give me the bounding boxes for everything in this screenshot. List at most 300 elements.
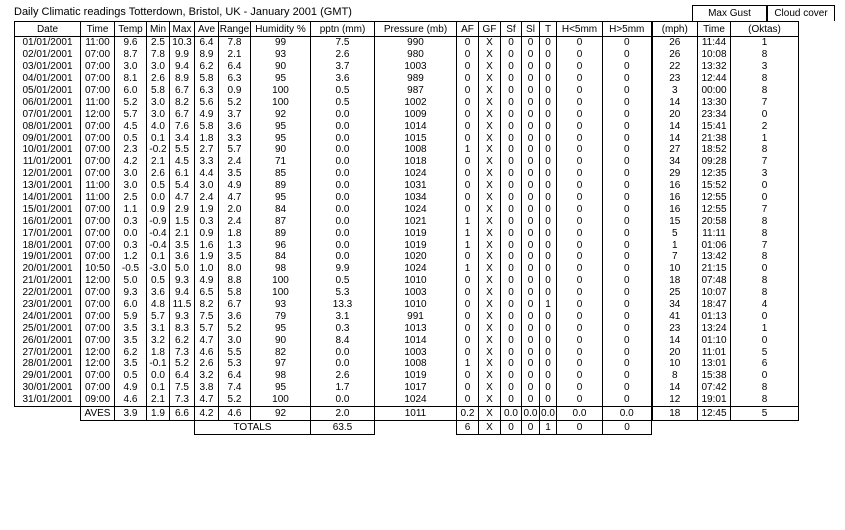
- table-cell: 1010: [375, 275, 457, 287]
- table-cell: X: [479, 299, 501, 311]
- table-cell: 0: [501, 37, 522, 49]
- table-cell: 14: [652, 334, 698, 346]
- table-cell: 0: [603, 180, 652, 192]
- table-cell: 4.4: [195, 168, 219, 180]
- table-cell: 2.1: [147, 156, 170, 168]
- table-cell: 0.2: [457, 406, 479, 420]
- table-cell: 100: [251, 287, 311, 299]
- table-cell: 9.3: [170, 310, 195, 322]
- table-cell: 5.7: [115, 108, 147, 120]
- table-cell: 0: [603, 168, 652, 180]
- table-cell: 07:48: [698, 275, 731, 287]
- table-cell: 0: [522, 299, 540, 311]
- table-cell: 23/01/2001: [15, 299, 81, 311]
- table-cell: 07:00: [81, 287, 115, 299]
- blank-cell: [15, 420, 81, 434]
- table-cell: 0.3: [311, 322, 375, 334]
- table-cell: 1031: [375, 180, 457, 192]
- table-cell: 29: [652, 168, 698, 180]
- table-cell: 0: [501, 263, 522, 275]
- table-cell: 8.3: [170, 322, 195, 334]
- totals-cell: 0: [522, 420, 540, 434]
- table-cell: 8: [731, 49, 799, 61]
- table-cell: 0.5: [115, 132, 147, 144]
- table-cell: 0: [557, 73, 603, 85]
- table-cell: 0: [522, 108, 540, 120]
- table-cell: 1.7: [311, 382, 375, 394]
- table-cell: 8: [731, 73, 799, 85]
- table-cell: 3.1: [311, 310, 375, 322]
- table-cell: 5.4: [170, 180, 195, 192]
- table-cell: 0: [540, 49, 557, 61]
- table-cell: 0: [540, 168, 557, 180]
- table-cell: 9.3: [115, 287, 147, 299]
- table-cell: 1.8: [147, 346, 170, 358]
- table-cell: X: [479, 108, 501, 120]
- table-cell: 13:42: [698, 251, 731, 263]
- table-cell: 0: [557, 168, 603, 180]
- table-cell: 0: [501, 108, 522, 120]
- aves-row: [15, 406, 799, 420]
- table-cell: 3.0: [147, 61, 170, 73]
- table-cell: 2.4: [219, 215, 251, 227]
- table-cell: 1010: [375, 299, 457, 311]
- table-cell: X: [479, 61, 501, 73]
- table-cell: 0.0: [541, 407, 555, 419]
- table-cell: 09/01/2001: [15, 132, 81, 144]
- table-cell: 7: [731, 156, 799, 168]
- table-cell: 0: [557, 358, 603, 370]
- table-cell: 1011: [375, 406, 457, 420]
- table-cell: 3.0: [219, 334, 251, 346]
- table-cell: 11:00: [81, 192, 115, 204]
- table-cell: 2.0: [311, 406, 375, 420]
- table-cell: 0: [557, 203, 603, 215]
- table-cell: 12:35: [698, 168, 731, 180]
- table-cell: 0: [557, 263, 603, 275]
- table-cell: 09:28: [698, 156, 731, 168]
- totals-cell: 0: [603, 420, 652, 434]
- table-cell: 0.5: [147, 180, 170, 192]
- table-cell: 1014: [375, 120, 457, 132]
- table-cell: 1.6: [195, 239, 219, 251]
- table-cell: 11:00: [81, 180, 115, 192]
- table-cell: 1015: [375, 132, 457, 144]
- table-cell: 0: [522, 334, 540, 346]
- table-cell: 0.3: [195, 215, 219, 227]
- table-cell: 13/01/2001: [15, 180, 81, 192]
- table-cell: 11.5: [170, 299, 195, 311]
- table-cell: Temp: [115, 22, 147, 37]
- table-cell: 5.5: [170, 144, 195, 156]
- table-cell: 0: [457, 394, 479, 406]
- table-cell: 0: [522, 370, 540, 382]
- table-cell: X: [479, 346, 501, 358]
- table-cell: 0.0: [147, 192, 170, 204]
- table-cell: 1: [731, 37, 799, 49]
- table-cell: 4.9: [195, 275, 219, 287]
- table-cell: 8.8: [219, 275, 251, 287]
- table-cell: 98: [251, 263, 311, 275]
- table-cell: 15: [652, 215, 698, 227]
- table-cell: X: [479, 382, 501, 394]
- table-cell: 2.6: [311, 49, 375, 61]
- page-title: Daily Climatic readings Totterdown, Bristol, UK - January 2001 (GMT): [14, 6, 352, 18]
- table-cell: 5.0: [115, 275, 147, 287]
- table-cell: 0: [603, 394, 652, 406]
- table-cell: 84: [251, 251, 311, 263]
- table-cell: 2.1: [170, 227, 195, 239]
- table-cell: 26: [652, 49, 698, 61]
- table-cell: 0: [457, 287, 479, 299]
- table-cell: 25: [652, 287, 698, 299]
- table-cell: 0: [501, 370, 522, 382]
- table-cell: 0: [522, 168, 540, 180]
- table-cell: 0: [522, 346, 540, 358]
- table-row: [15, 180, 799, 192]
- table-cell: 71: [251, 156, 311, 168]
- table-cell: 0: [603, 215, 652, 227]
- table-row: [15, 168, 799, 180]
- table-cell: 0: [457, 73, 479, 85]
- table-cell: 07:00: [81, 251, 115, 263]
- table-cell: 8.9: [170, 73, 195, 85]
- table-cell: 95: [251, 192, 311, 204]
- table-cell: 1019: [375, 370, 457, 382]
- table-cell: 6: [731, 358, 799, 370]
- table-cell: 0: [457, 120, 479, 132]
- table-cell: 0: [603, 192, 652, 204]
- table-cell: 2.6: [147, 73, 170, 85]
- table-cell: 3.5: [115, 334, 147, 346]
- table-cell: 21:15: [698, 263, 731, 275]
- table-cell: 0: [457, 346, 479, 358]
- table-cell: 12:45: [698, 406, 731, 420]
- table-cell: 2: [731, 120, 799, 132]
- table-cell: 22/01/2001: [15, 287, 81, 299]
- table-cell: 95: [251, 73, 311, 85]
- table-row: [15, 275, 799, 287]
- table-cell: 10:07: [698, 287, 731, 299]
- table-cell: X: [479, 215, 501, 227]
- table-cell: 9.9: [311, 263, 375, 275]
- table-cell: 12:00: [81, 346, 115, 358]
- table-cell: 16/01/2001: [15, 215, 81, 227]
- table-cell: 0: [603, 346, 652, 358]
- table-cell: 08/01/2001: [15, 120, 81, 132]
- table-cell: 8.1: [115, 73, 147, 85]
- table-cell: 07:00: [81, 322, 115, 334]
- table-row: [15, 287, 799, 299]
- table-cell: 5.8: [219, 287, 251, 299]
- table-cell: 1: [457, 227, 479, 239]
- table-cell: 8: [731, 275, 799, 287]
- table-cell: 97: [251, 358, 311, 370]
- table-cell: 8: [731, 382, 799, 394]
- table-cell: 0: [522, 227, 540, 239]
- table-cell: 0.5: [115, 370, 147, 382]
- table-cell: 0.9: [147, 203, 170, 215]
- table-cell: X: [479, 251, 501, 263]
- climate-table: [14, 21, 799, 435]
- table-cell: 0.3: [115, 239, 147, 251]
- table-cell: 3.6: [147, 287, 170, 299]
- table-cell: 1009: [375, 108, 457, 120]
- table-cell: 26/01/2001: [15, 334, 81, 346]
- table-cell: 19:01: [698, 394, 731, 406]
- table-cell: 0: [457, 85, 479, 97]
- table-cell: 0: [522, 85, 540, 97]
- table-row: [15, 203, 799, 215]
- table-cell: 3.6: [219, 120, 251, 132]
- table-cell: 0: [557, 251, 603, 263]
- table-cell: 18: [652, 406, 698, 420]
- table-cell: 6.4: [195, 37, 219, 49]
- table-cell: 1: [731, 322, 799, 334]
- table-cell: 1: [457, 263, 479, 275]
- table-cell: 0: [501, 132, 522, 144]
- table-cell: 18:47: [698, 299, 731, 311]
- blank-cell: [652, 420, 698, 434]
- table-cell: 5.8: [147, 85, 170, 97]
- table-cell: 1018: [375, 156, 457, 168]
- table-cell: 0: [603, 144, 652, 156]
- table-cell: 0: [603, 299, 652, 311]
- table-cell: 0: [603, 227, 652, 239]
- table-cell: 0: [540, 227, 557, 239]
- table-cell: 3.4: [170, 132, 195, 144]
- table-cell: 11/01/2001: [15, 156, 81, 168]
- table-cell: 4.7: [195, 334, 219, 346]
- table-cell: 0.0: [311, 132, 375, 144]
- table-row: [15, 310, 799, 322]
- table-cell: 3.5: [115, 322, 147, 334]
- table-cell: X: [479, 156, 501, 168]
- table-cell: 0: [501, 215, 522, 227]
- table-cell: 7.5: [311, 37, 375, 49]
- table-cell: 11:11: [698, 227, 731, 239]
- table-cell: 1.9: [147, 406, 170, 420]
- table-cell: 0: [540, 120, 557, 132]
- table-cell: 0.0: [311, 168, 375, 180]
- table-cell: 0.0: [311, 215, 375, 227]
- table-cell: 0: [731, 310, 799, 322]
- table-cell: 15:52: [698, 180, 731, 192]
- table-cell: 84: [251, 203, 311, 215]
- table-cell: 96: [251, 239, 311, 251]
- table-cell: 7.4: [219, 382, 251, 394]
- table-cell: 07:00: [81, 144, 115, 156]
- totals-row: [15, 420, 799, 434]
- table-cell: 0: [603, 73, 652, 85]
- table-cell: 987: [375, 85, 457, 97]
- table-cell: 22: [652, 61, 698, 73]
- table-cell: 90: [251, 334, 311, 346]
- table-cell: 0: [540, 239, 557, 251]
- table-cell: 4.9: [115, 382, 147, 394]
- table-cell: 7.8: [147, 49, 170, 61]
- table-cell: 0: [501, 73, 522, 85]
- table-cell: 1003: [375, 346, 457, 358]
- table-cell: 3.0: [147, 108, 170, 120]
- table-cell: 0: [540, 192, 557, 204]
- table-cell: 0: [501, 227, 522, 239]
- table-cell: 10/01/2001: [15, 144, 81, 156]
- table-cell: 0: [603, 275, 652, 287]
- table-cell: 3.6: [311, 73, 375, 85]
- table-cell: 5.7: [147, 310, 170, 322]
- table-cell: 25/01/2001: [15, 322, 81, 334]
- table-cell: 20:58: [698, 215, 731, 227]
- table-cell: X: [479, 358, 501, 370]
- table-cell: 07:00: [81, 120, 115, 132]
- table-cell: 8: [731, 287, 799, 299]
- table-cell: [15, 406, 81, 420]
- table-cell: 6.7: [170, 108, 195, 120]
- table-cell: 0.5: [311, 85, 375, 97]
- table-cell: 3.0: [147, 96, 170, 108]
- table-cell: 0: [457, 334, 479, 346]
- table-cell: 3: [731, 61, 799, 73]
- table-cell: 20: [652, 108, 698, 120]
- table-cell: 3.5: [219, 251, 251, 263]
- table-cell: H<5mm: [557, 22, 603, 37]
- table-cell: 0: [457, 203, 479, 215]
- table-cell: 0: [457, 168, 479, 180]
- table-cell: 0: [501, 192, 522, 204]
- table-cell: 1: [457, 144, 479, 156]
- table-cell: 09:00: [81, 394, 115, 406]
- table-cell: 17/01/2001: [15, 227, 81, 239]
- table-cell: 8.7: [115, 49, 147, 61]
- table-cell: 990: [375, 37, 457, 49]
- table-cell: 07:00: [81, 310, 115, 322]
- table-cell: 11:00: [81, 96, 115, 108]
- table-cell: 0: [557, 120, 603, 132]
- table-cell: 3.2: [195, 370, 219, 382]
- table-row: [15, 299, 799, 311]
- table-cell: X: [479, 275, 501, 287]
- table-cell: 0.0: [311, 358, 375, 370]
- table-cell: X: [479, 263, 501, 275]
- table-cell: 07:42: [698, 382, 731, 394]
- table-cell: 07:00: [81, 156, 115, 168]
- table-cell: 34: [652, 156, 698, 168]
- table-cell: 07:00: [81, 49, 115, 61]
- table-cell: 3.9: [115, 406, 147, 420]
- table-cell: 1020: [375, 251, 457, 263]
- table-cell: 0: [603, 49, 652, 61]
- table-cell: 8.4: [311, 334, 375, 346]
- table-cell: 0: [540, 37, 557, 49]
- table-cell: 93: [251, 49, 311, 61]
- table-cell: 8: [731, 85, 799, 97]
- table-cell: 2.3: [115, 144, 147, 156]
- table-cell: 0: [457, 132, 479, 144]
- table-cell: Max: [170, 22, 195, 37]
- table-cell: 3.6: [219, 310, 251, 322]
- table-row: [15, 239, 799, 251]
- table-cell: 6.0: [115, 299, 147, 311]
- table-cell: 100: [251, 85, 311, 97]
- table-cell: 0: [457, 275, 479, 287]
- table-cell: 0.0: [115, 227, 147, 239]
- table-cell: 3.5: [170, 239, 195, 251]
- table-cell: 0: [540, 180, 557, 192]
- table-cell: 27: [652, 144, 698, 156]
- table-cell: 4.7: [219, 192, 251, 204]
- table-cell: 04/01/2001: [15, 73, 81, 85]
- table-cell: 0: [557, 322, 603, 334]
- table-cell: 0: [457, 49, 479, 61]
- table-cell: 1.2: [115, 251, 147, 263]
- table-cell: 9.9: [170, 49, 195, 61]
- table-cell: 21/01/2001: [15, 275, 81, 287]
- table-cell: 0: [603, 322, 652, 334]
- table-cell: 6.4: [219, 61, 251, 73]
- table-cell: 15:38: [698, 370, 731, 382]
- table-cell: 0: [540, 346, 557, 358]
- table-cell: 12/01/2001: [15, 168, 81, 180]
- table-cell: 10:50: [81, 263, 115, 275]
- table-cell: 1003: [375, 287, 457, 299]
- table-cell: 0: [557, 156, 603, 168]
- table-cell: 92: [251, 108, 311, 120]
- table-cell: 1024: [375, 203, 457, 215]
- table-cell: 0: [557, 61, 603, 73]
- table-cell: 4.2: [115, 156, 147, 168]
- table-cell: 0.0: [311, 108, 375, 120]
- table-row: [15, 132, 799, 144]
- table-cell: 5.3: [311, 287, 375, 299]
- table-cell: 28/01/2001: [15, 358, 81, 370]
- table-cell: 0: [540, 358, 557, 370]
- table-cell: 20/01/2001: [15, 263, 81, 275]
- table-cell: 6.2: [170, 334, 195, 346]
- table-cell: 0: [522, 239, 540, 251]
- table-cell: 21:38: [698, 132, 731, 144]
- table-cell: 0: [522, 144, 540, 156]
- table-cell: 79: [251, 310, 311, 322]
- table-cell: 0: [501, 85, 522, 97]
- table-cell: 27/01/2001: [15, 346, 81, 358]
- blank-cell: [170, 420, 195, 434]
- table-cell: 0: [501, 287, 522, 299]
- table-row: [15, 322, 799, 334]
- table-cell: 07:00: [81, 85, 115, 97]
- table-cell: 0.0: [311, 227, 375, 239]
- table-row: [15, 120, 799, 132]
- table-cell: 3.5: [115, 358, 147, 370]
- table-cell: 0: [522, 310, 540, 322]
- table-cell: 0: [557, 299, 603, 311]
- table-cell: 4.8: [147, 299, 170, 311]
- table-row: [15, 61, 799, 73]
- table-cell: 2.7: [195, 144, 219, 156]
- table-cell: 3.3: [195, 156, 219, 168]
- table-cell: 0: [457, 108, 479, 120]
- table-cell: H>5mm: [603, 22, 652, 37]
- table-cell: 3.0: [115, 61, 147, 73]
- table-cell: 07:00: [81, 227, 115, 239]
- table-cell: 0: [522, 275, 540, 287]
- table-cell: 0: [540, 132, 557, 144]
- table-cell: 0: [457, 370, 479, 382]
- table-cell: 0: [522, 215, 540, 227]
- table-cell: 0: [501, 334, 522, 346]
- table-cell: 0: [457, 310, 479, 322]
- table-cell: 8.9: [195, 49, 219, 61]
